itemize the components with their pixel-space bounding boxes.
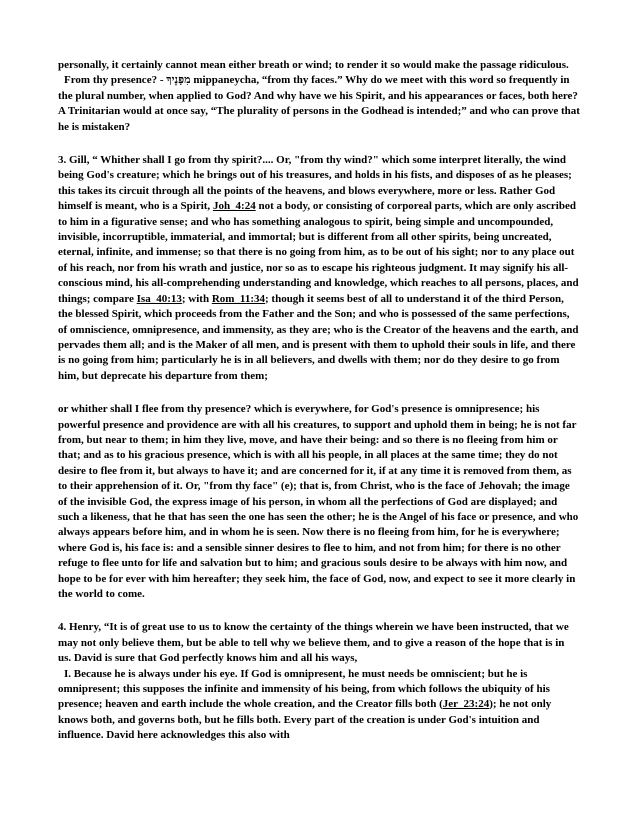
paragraph-henry-point-1 xyxy=(58,667,580,744)
ref-link-jer-23-24[interactable]: Jer_23:24 xyxy=(442,698,490,711)
gill-text-2: not a body, or consisting of corporeal parts, which are only ascribed to him in a figurative sense; and who has something analogous to spirit, being simple and uncompounded, invisible, incorruptible, immaterial, and immortal; but is different from all other spirits, being uncreated, eternal, infinite, and immense; so that there is no going from him, as to be out of his sight; nor to any place out of his reach, nor from his wrath and justice, nor so as to escape his righteous judgment. It may signify his all-conscious mind, his all-comprehending understanding and knowledge, which reaches to all persons, places, and things; compare xyxy=(58,200,579,305)
paragraph-gill xyxy=(58,153,580,384)
paragraph-1: personally, it certainly cannot mean either breath or wind; to render it so would make the passage ridiculous. xyxy=(58,59,569,71)
gill-text-4: ; though it seems best of all to understand it of the third Person, the blessed Spirit, which proceeds from the Father and the Son; and who is possessed of the same perfections, of omniscience, omnipresence, and immensity, as they are; who is the Creator of the heavens and the earth, and pervades them all; and is the Maker of all men, and is present with them to uphold their souls in life, and there is no going from him; particularly he is in all believers, and dwells with them; nor do they desire to go from him, but deprecate his departure from them; xyxy=(58,292,579,382)
gill-text-3: ; with xyxy=(181,292,212,305)
paragraph-2-lead: From thy presence? - xyxy=(64,74,167,87)
spacer xyxy=(58,135,580,153)
paragraph-2 xyxy=(58,73,580,135)
spacer xyxy=(58,602,580,620)
paragraph-henry: 4. Henry, “It is of great use to us to know the certainty of the things wherein we have been instructed, that we may not only believe them, but be able to tell why we believe them, and to give a reason of the hope that is in us. David is sure that God perfectly knows him and all his ways, xyxy=(58,621,569,665)
henry-text-1: I. Because he is always under his eye. If God is omnipresent, he must needs be omniscient; but he is omnipresent; this supposes the infinite and immensity of his being, from which follows the ubiquity of his presence; heaven and earth include the whole creation, and the Creator fills both ( xyxy=(58,667,550,711)
ref-link-joh-4-24[interactable]: Joh_4:24 xyxy=(212,200,256,213)
paragraph-2-rest: mippaneycha, “from thy faces.” Why do we meet with this word so frequently in the plural number, when applied to God? And why have we his Spirit, and his appearances or faces, both here? A Trinitarian would at once say, “The plurality of persons in the Godhead is intended;” and who can prove that he is mistaken? xyxy=(58,74,580,133)
henry-text-2: ); he not only knows both, and governs both, but he fills both. Every part of the creation is under God's intuition and influence. David here acknowledges this also with xyxy=(58,698,552,742)
paragraph-presence: or whither shall I flee from thy presence? which is everywhere, for God's presence is omnipresence; his powerful presence and providence are with all his creatures, to support and uphold them in being; he is not far from, but near to them; in him they live, move, and have their being: and so there is no fleeing from him or that; and as to his gracious presence, which is with all his people, in all places at the same time; they do not desire to flee from it, but always to have it; and are concerned for it, if at any time it is removed from them, as to their apprehension of it. Or, "from thy face" (e); that is, from Christ, who is the face of Jehovah; the image of the invisible God, the express image of his person, in whom all the perfections of God are displayed; and such a likeness, that he that has seen the one has seen the other; he is the Angel of his face or presence, and who always appears before him, and in whom he is seen. Now there is no fleeing from him, for he is everywhere; where God is, his face is: and a sensible sinner desires to flee to him, and not from him; for there is no other refuge to flee unto for life and salvation but to him; and gracious souls desire to be always with him now, and hope to be for ever with him hereafter; they seek him, the face of God, now, and expect to see it more clearly in the world to come. xyxy=(58,403,579,600)
hebrew-word: מִפָּנֶיךָ xyxy=(166,74,191,87)
spacer xyxy=(58,384,580,402)
gill-text-1: 3. Gill, “ Whither shall I go from thy spirit?.... Or, "from thy wind?" which some interpret literally, the wind being God's creature; which he brings out of his treasures, and holds in his fists, and disposes of as he pleases; this takes its circuit through all the points of the heavens, and blows everywhere, more or less. Rather God himself is meant, who is a Spirit, xyxy=(58,154,572,213)
ref-link-rom-11-34[interactable]: Rom_11:34 xyxy=(211,292,265,305)
document-page xyxy=(58,58,580,744)
ref-link-isa-40-13[interactable]: Isa_40:13 xyxy=(136,292,182,305)
